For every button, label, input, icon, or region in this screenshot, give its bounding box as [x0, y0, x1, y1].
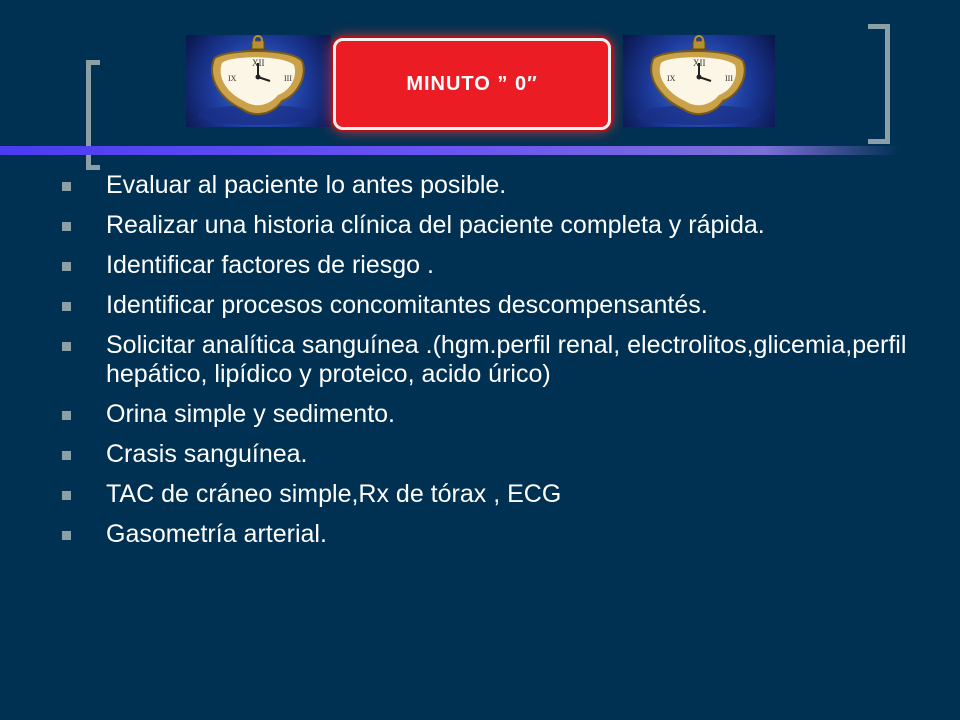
right-bracket-decoration [868, 24, 890, 144]
bullet-text: Crasis sanguínea. [106, 440, 308, 468]
square-bullet-icon [62, 222, 71, 231]
bullet-text: Solicitar analítica sanguínea .(hgm.perfil renal, electrolitos,glicemia,perfil hepático, lipídico y proteico, acido úrico) [106, 331, 907, 388]
svg-text:III: III [284, 74, 292, 83]
svg-text:XII: XII [252, 58, 265, 68]
list-item [58, 171, 908, 200]
bullet-text: Gasometría arterial. [106, 520, 327, 548]
bullet-text: Identificar procesos concomitantes descompensantés. [106, 291, 708, 319]
bullet-text: Realizar una historia clínica del paciente completa y rápida. [106, 211, 765, 239]
square-bullet-icon [62, 411, 71, 420]
list-item [58, 400, 908, 429]
title-underline-rule [0, 146, 900, 155]
square-bullet-icon [62, 491, 71, 500]
list-item [58, 331, 908, 389]
bullet-text: Evaluar al paciente lo antes posible. [106, 171, 507, 199]
bullet-text: TAC de cráneo simple,Rx de tórax , ECG [106, 480, 562, 508]
list-item [58, 211, 908, 240]
slide-title: MINUTO ” 0″ [406, 72, 538, 95]
minute-zero-title-box [333, 38, 611, 130]
svg-text:IX: IX [667, 74, 676, 83]
square-bullet-icon [62, 451, 71, 460]
list-item [58, 251, 908, 280]
square-bullet-icon [62, 342, 71, 351]
bullet-text: Identificar factores de riesgo . [106, 251, 434, 279]
bullet-text: Orina simple y sedimento. [106, 400, 396, 428]
list-item [58, 291, 908, 320]
bullet-list [58, 171, 908, 560]
square-bullet-icon [62, 262, 71, 271]
list-item [58, 480, 908, 509]
svg-text:IX: IX [228, 74, 237, 83]
svg-text:XII: XII [693, 58, 706, 68]
melting-clock-icon [186, 35, 331, 127]
list-item [58, 520, 908, 549]
melting-clock-icon [623, 35, 775, 127]
square-bullet-icon [62, 182, 71, 191]
square-bullet-icon [62, 531, 71, 540]
square-bullet-icon [62, 302, 71, 311]
list-item [58, 440, 908, 469]
svg-text:III: III [725, 74, 733, 83]
